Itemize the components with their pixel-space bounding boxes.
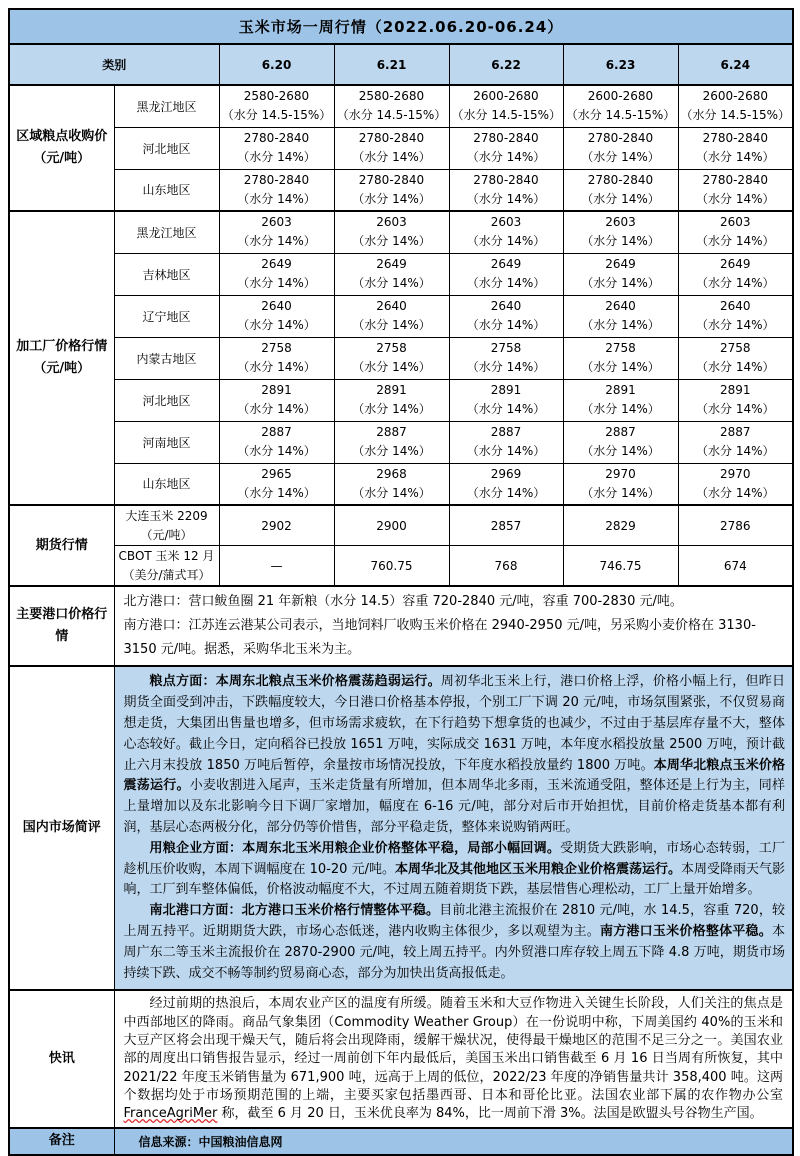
price-cell: 2891 （水分 14%） xyxy=(449,379,563,421)
price-cell: 2780-2840 （水分 14%） xyxy=(678,169,793,211)
futures-value: 760.75 xyxy=(334,546,449,587)
futures-contract-label: CBOT 玉米 12 月 （美分/蒲式耳） xyxy=(114,546,219,587)
futures-value: — xyxy=(219,546,334,587)
price-cell: 2891 （水分 14%） xyxy=(563,379,678,421)
price-cell: 2780-2840 （水分 14%） xyxy=(678,127,793,169)
price-cell: 2758 （水分 14%） xyxy=(449,337,563,379)
info-source: 信息来源：中国粮油信息网 xyxy=(114,1128,793,1154)
price-cell: 2600-2680 （水分 14.5-15%） xyxy=(678,85,793,127)
table-row xyxy=(9,463,793,505)
price-cell: 2780-2840 （水分 14%） xyxy=(334,127,449,169)
table-row xyxy=(9,127,793,169)
title-row xyxy=(9,9,793,44)
news-text xyxy=(114,990,793,1128)
price-cell: 2580-2680 （水分 14.5-15%） xyxy=(334,85,449,127)
price-cell: 2649 （水分 14%） xyxy=(334,253,449,295)
region-label: 内蒙古地区 xyxy=(114,337,219,379)
price-cell: 2780-2840 （水分 14%） xyxy=(334,169,449,211)
price-cell: 2965 （水分 14%） xyxy=(219,463,334,505)
price-cell: 2887 （水分 14%） xyxy=(449,421,563,463)
table-row xyxy=(9,253,793,295)
price-cell: 2780-2840 （水分 14%） xyxy=(563,127,678,169)
futures-value: 746.75 xyxy=(563,546,678,587)
section-label-review: 国内市场简评 xyxy=(9,666,114,990)
price-cell: 2640 （水分 14%） xyxy=(334,295,449,337)
price-cell: 2891 （水分 14%） xyxy=(334,379,449,421)
review-row xyxy=(9,666,793,990)
column-header-date: 6.22 xyxy=(449,44,563,85)
price-cell: 2603 （水分 14%） xyxy=(563,211,678,253)
header-row xyxy=(9,44,793,85)
price-cell: 2649 （水分 14%） xyxy=(219,253,334,295)
section-label-ports: 主要港口价格行情 xyxy=(9,586,114,666)
column-header-date: 6.23 xyxy=(563,44,678,85)
remark-row xyxy=(9,1128,793,1154)
column-header-category: 类别 xyxy=(9,44,219,85)
price-cell: 2887 （水分 14%） xyxy=(219,421,334,463)
price-cell: 2603 （水分 14%） xyxy=(678,211,793,253)
price-cell: 2640 （水分 14%） xyxy=(563,295,678,337)
corn-market-weekly-table xyxy=(8,8,794,1156)
price-cell: 2887 （水分 14%） xyxy=(334,421,449,463)
price-cell: 2640 （水分 14%） xyxy=(219,295,334,337)
ports-text xyxy=(114,586,793,666)
futures-value: 768 xyxy=(449,546,563,587)
table-row xyxy=(9,546,793,587)
price-cell: 2780-2840 （水分 14%） xyxy=(449,169,563,211)
region-label: 吉林地区 xyxy=(114,253,219,295)
column-header-date: 6.20 xyxy=(219,44,334,85)
futures-contract-label: 大连玉米 2209 （元/吨） xyxy=(114,505,219,546)
table-row xyxy=(9,505,793,546)
price-cell: 2640 （水分 14%） xyxy=(678,295,793,337)
price-cell: 2603 （水分 14%） xyxy=(219,211,334,253)
price-cell: 2891 （水分 14%） xyxy=(219,379,334,421)
price-cell: 2968 （水分 14%） xyxy=(334,463,449,505)
region-label: 河北地区 xyxy=(114,379,219,421)
review-text xyxy=(114,666,793,990)
table-row xyxy=(9,211,793,253)
column-header-date: 6.21 xyxy=(334,44,449,85)
price-cell: 2603 （水分 14%） xyxy=(449,211,563,253)
region-label: 河北地区 xyxy=(114,127,219,169)
column-header-date: 6.24 xyxy=(678,44,793,85)
futures-value: 2902 xyxy=(219,505,334,546)
price-cell: 2780-2840 （水分 14%） xyxy=(563,169,678,211)
price-cell: 2758 （水分 14%） xyxy=(563,337,678,379)
region-label: 辽宁地区 xyxy=(114,295,219,337)
price-cell: 2600-2680 （水分 14.5-15%） xyxy=(449,85,563,127)
section-label-futures: 期货行情 xyxy=(9,505,114,586)
table-row xyxy=(9,337,793,379)
region-label: 山东地区 xyxy=(114,169,219,211)
price-cell: 2758 （水分 14%） xyxy=(219,337,334,379)
section-label-remark: 备注 xyxy=(9,1128,114,1154)
news-paragraph: 经过前期的热浪后，本周农业产区的温度有所缓。随着玉米和大豆作物进入关键生长阶段，人们关注的焦点是中西部地区的降雨。商品气象集团（Commodity Weather Group）在一份说明中称，下周美国约 40%的玉米和大豆产区将会出现干燥天气，随后将会出现降雨，缓解干燥状况，使得最干燥地区的范围不足三分之一。美国农业部的周度出口销售报告显示，经过一周前创下年内最低后，美国玉米出口销售截至 6 月 16 日当周有所恢复，其中 2021/22 年度玉米销售量为 671,900 吨，远高于上周的低位，2022/23 年度的净销售量共计 358,400 吨。这两个数据均处于市场预期范围的上端，主要买家包括墨西哥、日本和哥伦比亚。法国农业部下属的农作物办公室 FranceAgriMer 称，截至 6 月 20 日，玉米优良率为 84%，比一周前下滑 3%。法国是欧盟头号谷物生产国。 xyxy=(123,996,784,1122)
ports-north-line: 北方港口：营口鲅鱼圈 21 年新粮（水分 14.5）容重 720-2840 元/吨，容重 700-2830 元/吨。 xyxy=(123,594,683,610)
futures-value: 2786 xyxy=(678,505,793,546)
ports-row xyxy=(9,586,793,666)
table-row xyxy=(9,85,793,127)
review-paragraph-ports: 南北港口方面：北方港口玉米价格行情整体平稳。目前北港主流报价在 2810 元/吨，水 14.5，容重 720，较上周五持平。近期期货大跌，市场心态低迷，港内收购主体很少，多以观望为主。南方港口玉米价格整体平稳。本周广东二等玉米主流报价在 2870-2900 元/吨，较上周五持平。内外贸港口库存较上周五下降 4.8 万吨，期货市场持续下跌、成交不畅等制约贸易商心态，部分为加快出货高报低走。 xyxy=(123,903,786,981)
region-label: 黑龙江地区 xyxy=(114,211,219,253)
price-cell: 2887 （水分 14%） xyxy=(678,421,793,463)
region-label: 山东地区 xyxy=(114,463,219,505)
region-label: 黑龙江地区 xyxy=(114,85,219,127)
table-row xyxy=(9,379,793,421)
table-row xyxy=(9,295,793,337)
price-cell: 2891 （水分 14%） xyxy=(678,379,793,421)
page-title: 玉米市场一周行情（2022.06.20-06.24） xyxy=(9,9,793,44)
review-paragraph-grain-points: 粮点方面：本周东北粮点玉米价格震荡趋弱运行。周初华北玉米上行，港口价格上浮，价格小幅上行，但昨日期货全面受到冲击，下跌幅度较大，今日港口价格基本停报，个别工厂下调 20 元/吨，市场氛围紧张，不仅贸易商想走货，大集团出售量也增多，但市场需求疲软，在下行趋势下想拿货的也减少，不过由于基层库存量不大，整体心态较好。截止今日，定向稻谷已投放 1651 万吨，实际成交 1631 万吨，本年度水稻投放量 2500 万吨，预计截止六月末投放 1850 万吨后暂停，余量按市场情况投放，下年度水稻投放量约 1800 万吨。本周华北粮点玉米价格震荡运行。小麦收割进入尾声，玉米走货量有所增加，但本周华北多雨，玉米流通受阻，整体还是上行为主，同样上量增加以及东北影响今日下调厂家增加，幅度在 6-16 元/吨，部分对后市开始担忧，目前价格走货基本都有利润，基层心态两极分化，部分仍等价惜售，部分平稳走货，整体来说购销两旺。 xyxy=(123,674,786,835)
price-cell: 2758 （水分 14%） xyxy=(334,337,449,379)
futures-value: 674 xyxy=(678,546,793,587)
table-row xyxy=(9,421,793,463)
price-cell: 2758 （水分 14%） xyxy=(678,337,793,379)
section-label-news: 快讯 xyxy=(9,990,114,1128)
price-cell: 2780-2840 （水分 14%） xyxy=(449,127,563,169)
price-cell: 2649 （水分 14%） xyxy=(563,253,678,295)
price-cell: 2780-2840 （水分 14%） xyxy=(219,169,334,211)
price-cell: 2603 （水分 14%） xyxy=(334,211,449,253)
futures-value: 2857 xyxy=(449,505,563,546)
price-cell: 2649 （水分 14%） xyxy=(678,253,793,295)
price-cell: 2580-2680 （水分 14.5-15%） xyxy=(219,85,334,127)
review-paragraph-enterprises: 用粮企业方面：本周东北玉米用粮企业价格整体平稳，局部小幅回调。受期货大跌影响，市场心态转弱，工厂趁机压价收购，本周下调幅度在 10-20 元/吨。本周华北及其他地区玉米用粮企业价格震荡运行。本周受降雨天气影响，工厂到车整体偏低，价格波动幅度不大，不过周五随着期货下跌，基层惜售心理松动，工厂上量开始增多。 xyxy=(123,840,786,898)
price-cell: 2887 （水分 14%） xyxy=(563,421,678,463)
price-cell: 2600-2680 （水分 14.5-15%） xyxy=(563,85,678,127)
region-label: 河南地区 xyxy=(114,421,219,463)
price-cell: 2970 （水分 14%） xyxy=(563,463,678,505)
futures-value: 2829 xyxy=(563,505,678,546)
price-cell: 2640 （水分 14%） xyxy=(449,295,563,337)
ports-south-line: 南方港口：江苏连云港某公司表示，当地饲料厂收购玉米价格在 2940-2950 元/吨，另采购小麦价格在 3130-3150 元/吨。据悉，采购华北玉米为主。 xyxy=(123,618,756,658)
price-cell: 2969 （水分 14%） xyxy=(449,463,563,505)
section-label-factory: 加工厂价格行情 （元/吨） xyxy=(9,211,114,505)
spellcheck-underlined-word: FranceAgriMer xyxy=(123,1106,218,1122)
news-row xyxy=(9,990,793,1128)
price-cell: 2970 （水分 14%） xyxy=(678,463,793,505)
price-cell: 2780-2840 （水分 14%） xyxy=(219,127,334,169)
futures-value: 2900 xyxy=(334,505,449,546)
price-cell: 2649 （水分 14%） xyxy=(449,253,563,295)
section-label-purchase: 区域粮点收购价 （元/吨） xyxy=(9,85,114,211)
table-row xyxy=(9,169,793,211)
